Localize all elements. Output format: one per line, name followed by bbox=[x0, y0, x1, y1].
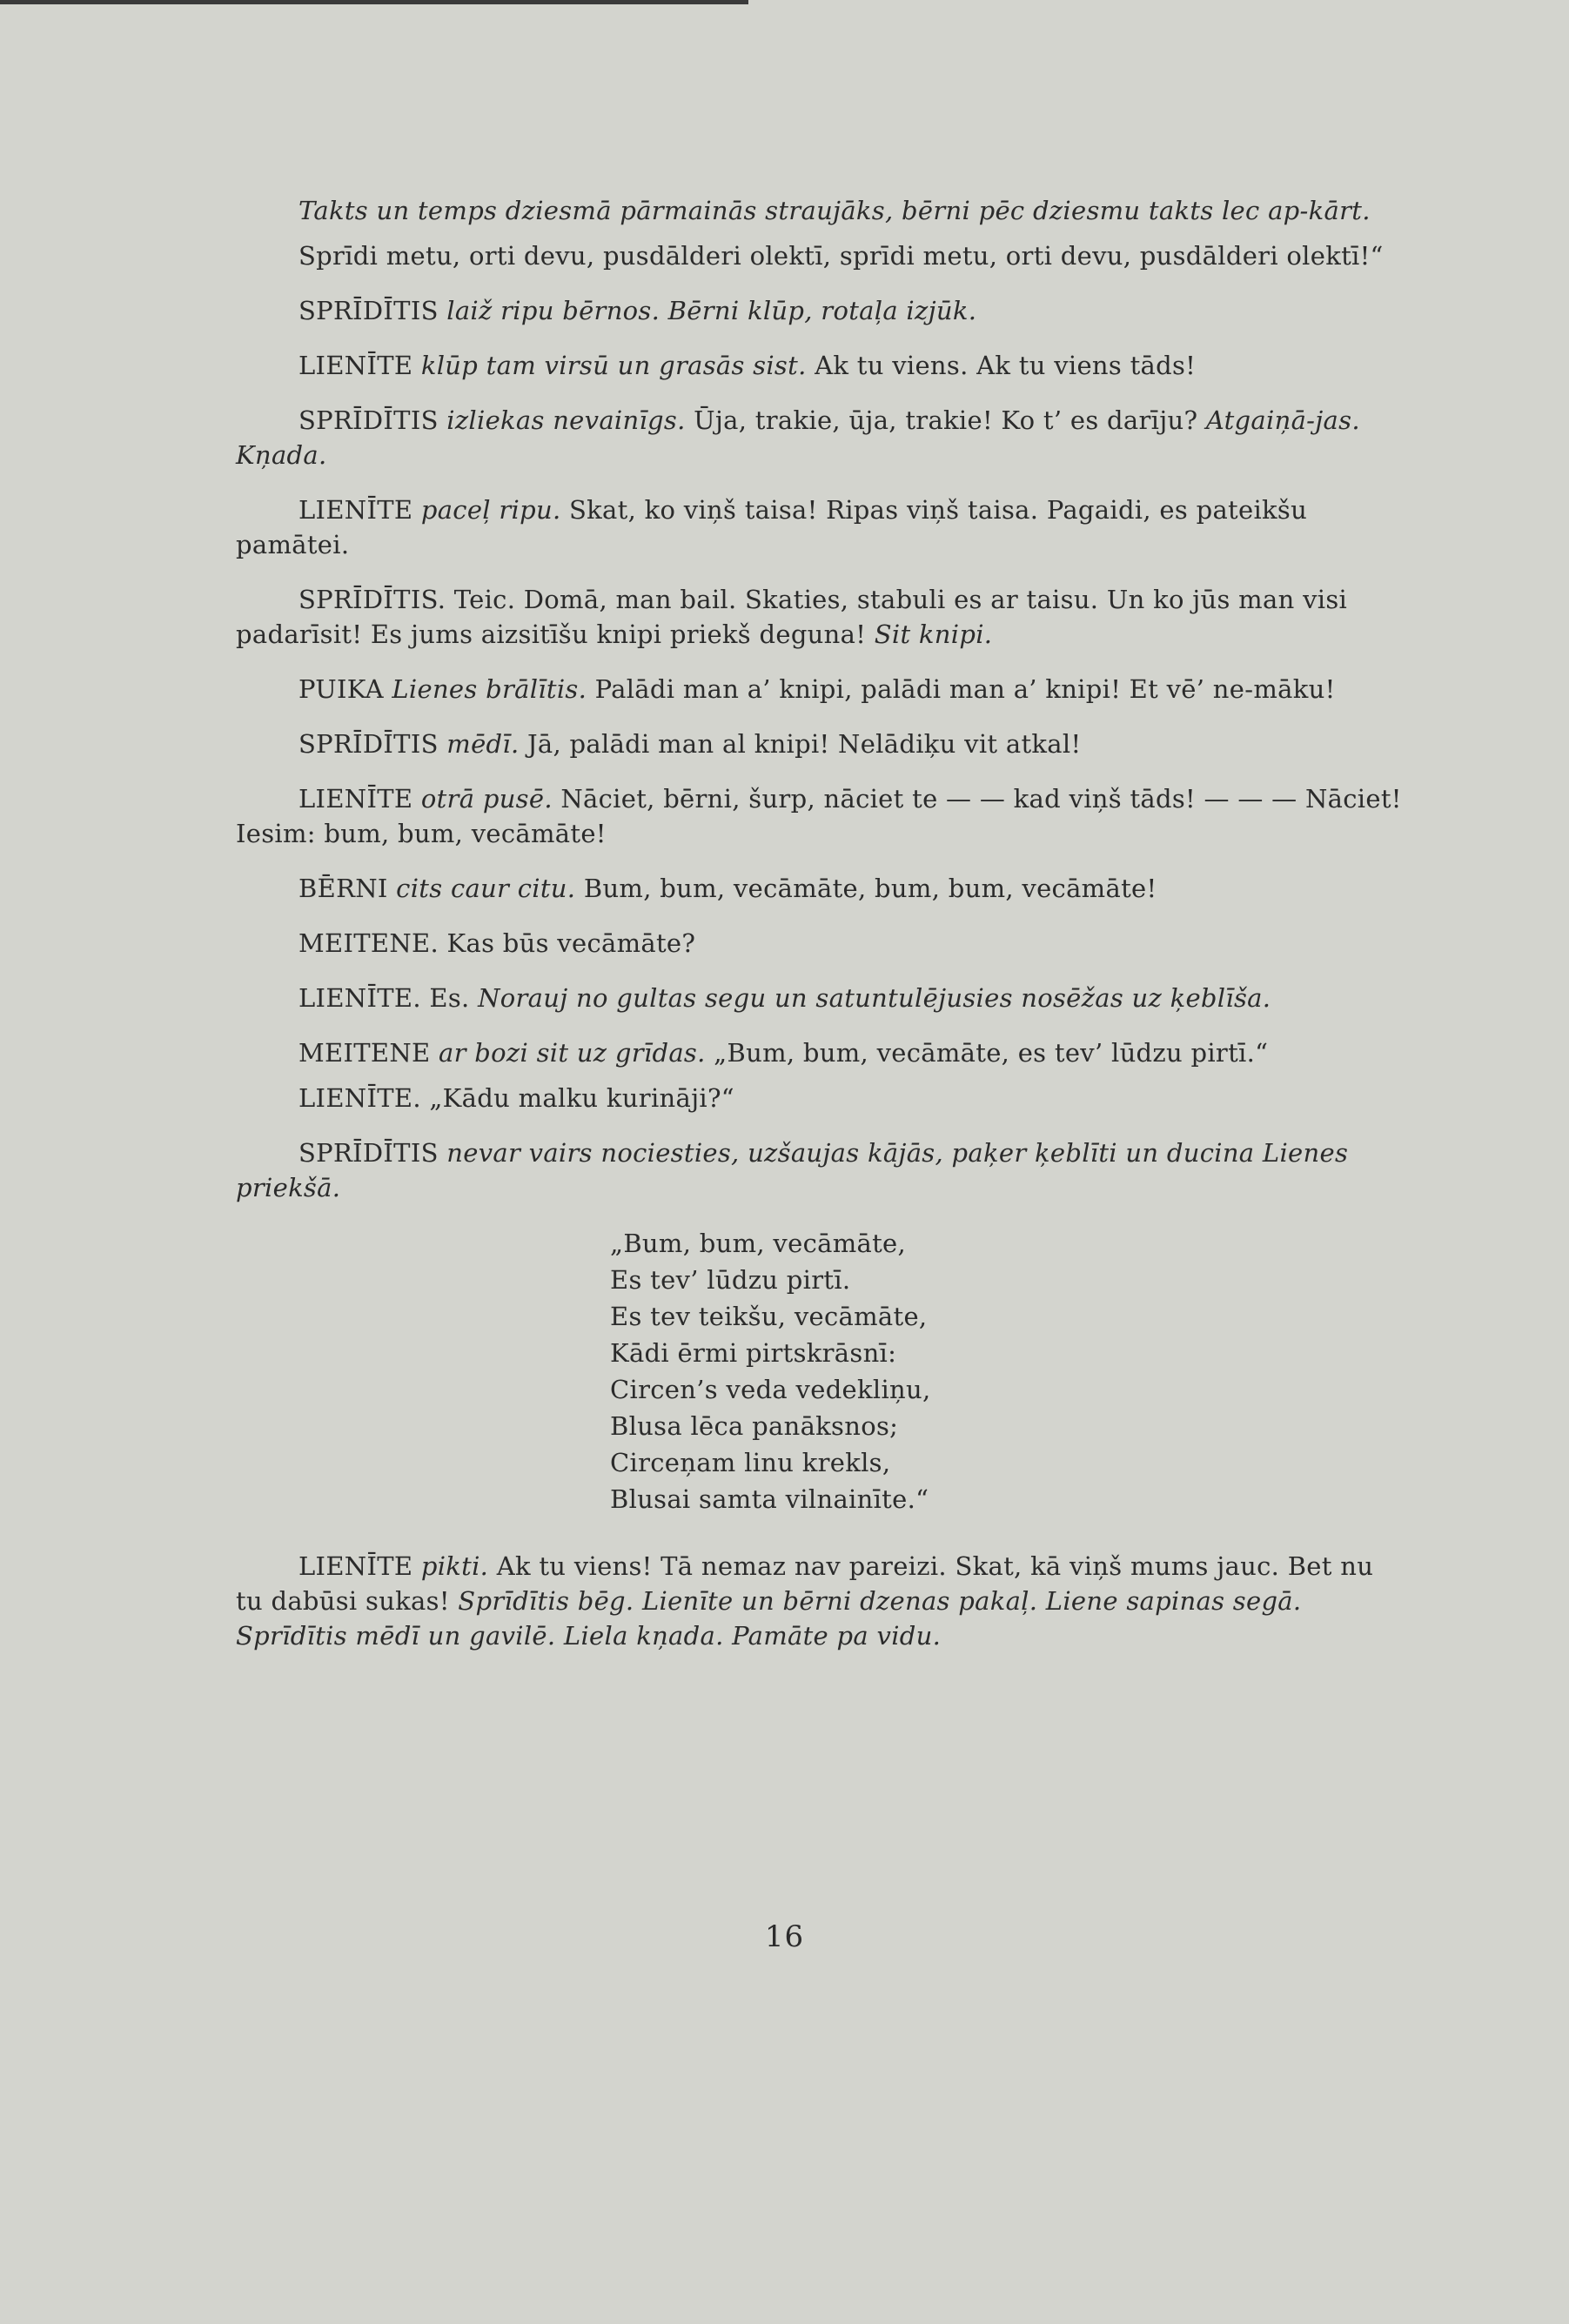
stage-direction-text: Atgaiņā-jas. Kņada. bbox=[236, 405, 1360, 470]
paragraph bbox=[236, 193, 1402, 228]
dialogue-text: PUIKA bbox=[298, 674, 392, 704]
page-number: 16 bbox=[764, 1919, 805, 1954]
dialogue-text: SPRĪDĪTIS bbox=[298, 729, 447, 759]
paragraph bbox=[236, 727, 1402, 761]
stage-direction-text: laiž ripu bērnos. Bērni klūp, rotaļa izjūk. bbox=[446, 296, 977, 325]
dialogue-text: Sprīdi metu, orti devu, pusdālderi olektī, sprīdi metu, orti devu, pusdālderi olektī!“ bbox=[298, 241, 1384, 271]
paragraph bbox=[236, 981, 1402, 1015]
dialogue-text: Nāciet, bērni, šurp, nāciet te — — kad viņš tāds! — — — Nāciet! Iesim: bum, bum, vecāmāte! bbox=[236, 784, 1402, 848]
dialogue-text: LIENĪTE. Es. bbox=[298, 983, 479, 1013]
dialogue-text: MEITENE. Kas būs vecāmāte? bbox=[298, 928, 696, 958]
stage-direction-text: Sprīdītis bēg. Lienīte un bērni dzenas pakaļ. Liene sapinas segā. Sprīdītis mēdī un gavilē. Liela kņada. Pamāte pa vidu. bbox=[236, 1586, 1302, 1651]
paragraph bbox=[236, 293, 1402, 328]
dialogue-text: Jā, palādi man al knipi! Nelādiķu vit atkal! bbox=[519, 729, 1082, 759]
paragraph bbox=[236, 1081, 1402, 1115]
dialogue-text: SPRĪDĪTIS. Teic. Domā, man bail. Skaties, stabuli es ar taisu. Un ko jūs man visi padarīsit! Es jums aizsitīšu knipi priekš deguna! bbox=[236, 585, 1348, 649]
dialogue-text: LIENĪTE bbox=[298, 1551, 421, 1581]
stage-direction-text: klūp tam virsū un grasās sist. bbox=[420, 351, 807, 380]
paragraph bbox=[236, 672, 1402, 707]
stage-direction-text: cits caur citu. bbox=[396, 874, 576, 903]
paragraph bbox=[236, 238, 1402, 273]
verse-line: Es tev teikšu, vecāmāte, bbox=[610, 1302, 928, 1331]
stage-direction-text: izliekas nevainīgs. bbox=[446, 405, 686, 435]
dialogue-text: Bum, bum, vecāmāte, bum, bum, vecāmāte! bbox=[575, 874, 1157, 903]
paragraph bbox=[236, 1135, 1402, 1205]
verse-line: Circen’s veda vedekliņu, bbox=[610, 1375, 931, 1404]
dialogue-text: LIENĪTE. „Kādu malku kurināji?“ bbox=[298, 1083, 734, 1113]
dialogue-text: LIENĪTE bbox=[298, 784, 421, 814]
paragraph bbox=[236, 403, 1402, 472]
stage-direction-text: Lienes brālītis. bbox=[392, 674, 587, 704]
dialogue-text: SPRĪDĪTIS bbox=[298, 296, 447, 325]
page-text bbox=[236, 193, 1402, 1673]
paragraph bbox=[236, 871, 1402, 906]
dialogue-text: LIENĪTE bbox=[298, 495, 421, 525]
verse-line: „Bum, bum, vecāmāte, bbox=[610, 1229, 907, 1258]
dialogue-text: Ūja, trakie, ūja, trakie! Ko t’ es darīju? bbox=[685, 405, 1206, 435]
verse-line: Blusai samta vilnainīte.“ bbox=[610, 1484, 929, 1514]
top-border-line bbox=[0, 0, 748, 4]
dialogue-text: LIENĪTE bbox=[298, 351, 421, 380]
dialogue-text: „Bum, bum, vecāmāte, es tev’ lūdzu pirtī.“ bbox=[705, 1038, 1269, 1068]
verse-line: Es tev’ lūdzu pirtī. bbox=[610, 1265, 851, 1295]
song-verse bbox=[610, 1225, 1402, 1517]
dialogue-text: BĒRNI bbox=[298, 874, 397, 903]
dialogue-text: Palādi man a’ knipi, palādi man a’ knipi! Et vē’ ne-māku! bbox=[587, 674, 1336, 704]
paragraph bbox=[236, 781, 1402, 851]
dialogue-text: MEITENE bbox=[298, 1038, 439, 1068]
paragraph bbox=[236, 1035, 1402, 1070]
final-paragraph bbox=[236, 1549, 1402, 1653]
paragraph bbox=[236, 348, 1402, 383]
stage-direction-text: Takts un temps dziesmā pārmainās straujāks, bērni pēc dziesmu takts lec ap-kārt. bbox=[298, 196, 1371, 225]
dialogue-text: Ak tu viens. Ak tu viens tāds! bbox=[806, 351, 1197, 380]
stage-direction-text: nevar vairs nociesties, uzšaujas kājās, paķer ķeblīti un ducina Lienes priekšā. bbox=[236, 1138, 1349, 1202]
stage-direction-text: ar bozi sit uz grīdas. bbox=[439, 1038, 706, 1068]
verse-line: Kādi ērmi pirtskrāsnī: bbox=[610, 1338, 897, 1368]
verse-line: Blusa lēca panāksnos; bbox=[610, 1411, 899, 1441]
play-paragraphs bbox=[236, 193, 1402, 1205]
dialogue-text: Ak tu viens! Tā nemaz nav pareizi. Skat, kā viņš mums jauc. Bet nu tu dabūsi sukas! bbox=[236, 1551, 1374, 1616]
stage-direction-text: paceļ ripu. bbox=[420, 495, 561, 525]
dialogue-text: SPRĪDĪTIS bbox=[298, 1138, 447, 1168]
dialogue-text: Skat, ko viņš taisa! Ripas viņš taisa. Pagaidi, es pateikšu pamātei. bbox=[236, 495, 1308, 559]
stage-direction-text: Norauj no gultas segu un satuntulējusies nosēžas uz ķeblīša. bbox=[478, 983, 1271, 1013]
stage-direction-text: pikti. bbox=[420, 1551, 489, 1581]
stage-direction-text: Sit knipi. bbox=[874, 620, 993, 649]
stage-direction-text: mēdī. bbox=[446, 729, 520, 759]
verse-line: Circeņam linu krekls, bbox=[610, 1448, 891, 1477]
paragraph bbox=[236, 492, 1402, 562]
paragraph bbox=[236, 926, 1402, 961]
paragraph bbox=[236, 1549, 1402, 1653]
paragraph bbox=[236, 582, 1402, 652]
stage-direction-text: otrā pusē. bbox=[420, 784, 553, 814]
dialogue-text: SPRĪDĪTIS bbox=[298, 405, 447, 435]
